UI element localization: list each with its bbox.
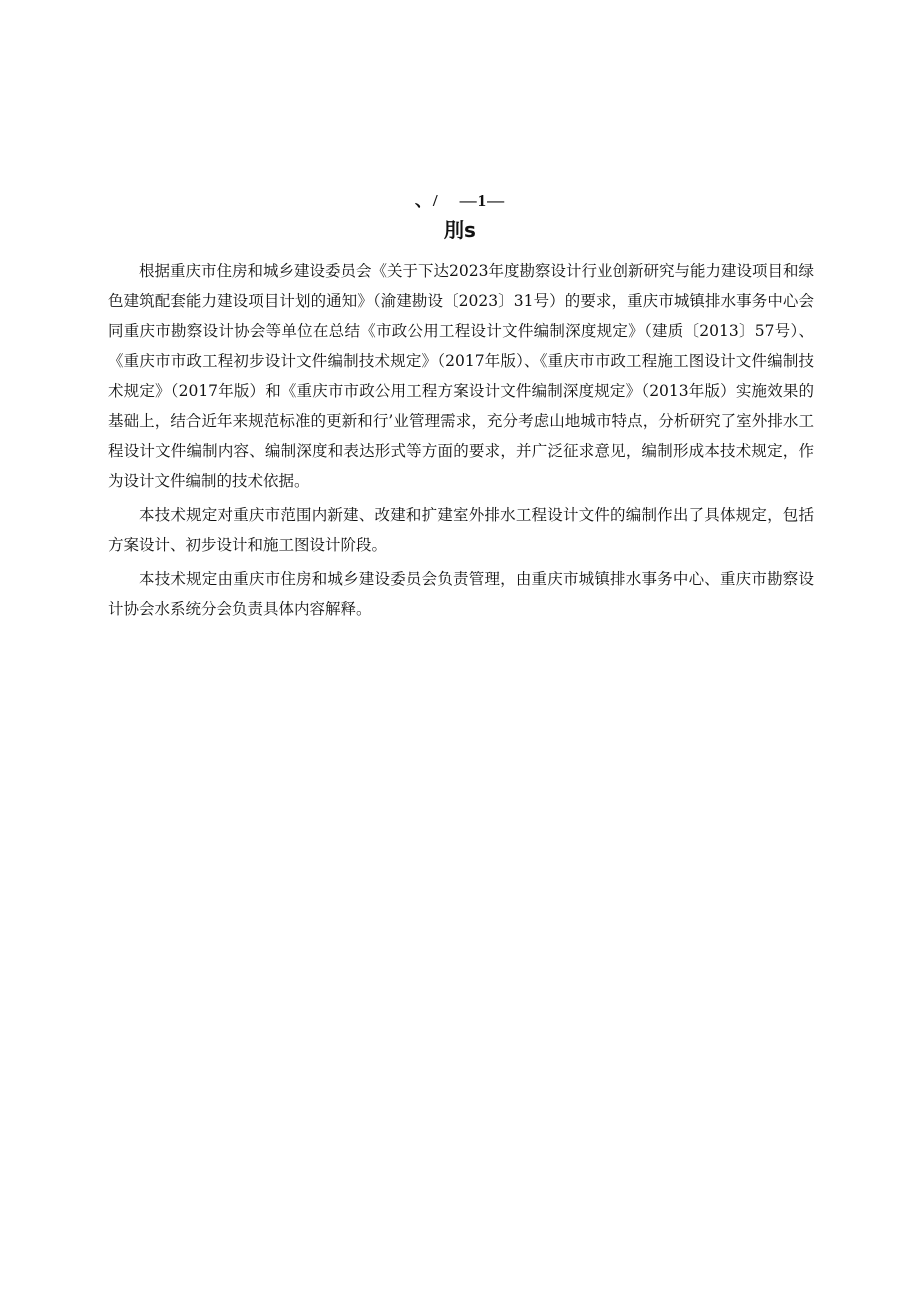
document-body xyxy=(108,256,814,628)
paragraph-2: 本技术规定对重庆市范围内新建、改建和扩建室外排水工程设计文件的编制作出了具体规定，包括方案设计、初步设计和施工图设计阶段。 xyxy=(108,506,814,554)
paragraph-1: 根据重庆市住房和城乡建设委员会《关于下达2023年度勘察设计行业创新研究与能力建设项目和绿色建筑配套能力建设项目计划的通知》（渝建勘设〔2023〕31号）的要求，重庆市城镇排水事务中心会同重庆市勘察设计协会等单位在总结《市政公用工程设计文件编制深度规定》（建质〔2013〕57号）、《重庆市市政工程初步设计文件编制技术规定》（2017年版）、《重庆市市政工程施工图设计文件编制技术规定》（2017年版）和《重庆市市政公用工程方案设计文件编制深度规定》（2013年版）实施效果的基础上，结合近年来规范标准的更新和行’业管理需求，充分考虑山地城市特点，分析研究了室外排水工程设计文件编制内容、编制深度和表达形式等方面的要求，并广泛征求意见，编制形成本技术规定，作为设计文件编制的技术依据。 xyxy=(108,262,814,490)
page-number-marks: 、/ —1— xyxy=(414,191,506,210)
paragraph-3: 本技术规定由重庆市住房和城乡建设委员会负责管理，由重庆市城镇排水事务中心、重庆市勘察设计协会水系统分会负责具体内容解释。 xyxy=(108,570,814,618)
section-title: 刖s xyxy=(444,218,476,242)
